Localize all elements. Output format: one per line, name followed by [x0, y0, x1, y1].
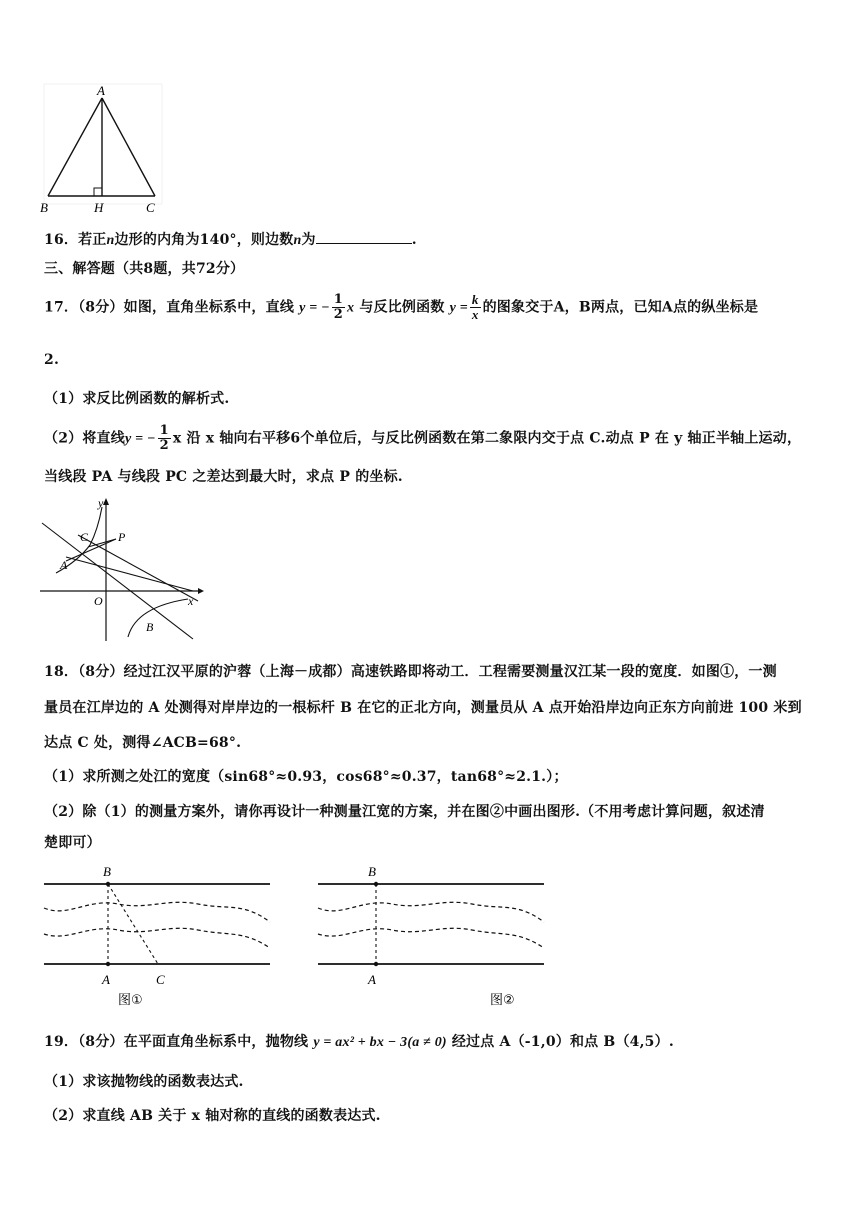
point-A-label: A [368, 972, 376, 987]
point-A-label: A [60, 558, 68, 572]
question-18-line2: 量员在江岸边的 A 处测得对岸岸边的一根标杆 B 在它的正北方向，测量员从 A 点开始沿岸边向正东方向前进 100 米到 [44, 700, 802, 716]
question-18-part2-cont: 楚即可） [44, 835, 101, 851]
point-B-label: B [146, 620, 154, 634]
question-18-part2: （2）除（1）的测量方案外，请你再设计一种测量江宽的方案，并在图②中画出图形.（不用考虑计算问题，叙述清 [44, 804, 765, 820]
origin-label: O [94, 594, 103, 608]
section-heading: 三、解答题（共8题，共72分） [44, 261, 245, 277]
point-B-label: B [368, 864, 376, 879]
point-P-label: P [118, 530, 126, 544]
question-17-cont: 2. [44, 352, 60, 368]
question-18-line3: 达点 C 处，测得∠ACB=68°. [44, 735, 242, 751]
point-A-label: A [102, 972, 110, 987]
question-18-part1: （1）求所测之处江的宽度（sin68°≈0.93，cos68°≈0.37，tan68°≈2.1.）； [44, 769, 568, 785]
point-B-label: B [103, 864, 111, 879]
question-17-part2-cont: 当线段 PA 与线段 PC 之差达到最大时，求点 P 的坐标. [44, 469, 403, 485]
question-18-line1: 18．（8分）经过江汉平原的沪蓉（上海－成都）高速铁路即将动工．工程需要测量汉江某一段的宽度．如图①，一测 [44, 664, 777, 680]
question-17-part1: （1）求反比例函数的解析式. [44, 391, 230, 407]
label-A: A [97, 83, 105, 98]
fraction: $\frac{k}{x}$ [471, 292, 479, 322]
label-C: C [146, 200, 155, 215]
axis-x-label: x [188, 594, 194, 608]
question-17: 17．（8分）如图，直角坐标系中，直线 y = − $\frac{1}{2}$ x 与反比例函数 y = $\frac{k}{x}$ 的图象交于A，B两点，已知A点的纵坐标是 [44, 292, 759, 322]
fraction: $\frac{1}{2}$ [159, 423, 169, 453]
label-H: H [94, 200, 104, 215]
point-C-label: C [80, 530, 89, 544]
question-19-part2: （2）求直线 AB 关于 x 轴对称的直线的函数表达式. [44, 1108, 381, 1124]
figure-caption: 图② [490, 993, 515, 1008]
triangle-figure [36, 80, 166, 220]
fraction: $\frac{1}{2}$ [333, 292, 344, 322]
answer-blank[interactable] [316, 231, 412, 244]
question-19-part1: （1）求该抛物线的函数表达式. [44, 1074, 244, 1090]
question-17-part2: （2）将直线y = − $\frac{1}{2}$ x 沿 x 轴向右平移6个单位后，与反比例函数在第二象限内交于点 C.动点 P 在 y 轴正半轴上运动， [44, 423, 802, 453]
axis-y-label: y [98, 496, 104, 510]
label-B: B [40, 200, 48, 215]
question-19: 19．（8分）在平面直角坐标系中，抛物线 y = ax² + bx − 3(a ≠ 0) 经过点 A（-1,0）和点 B（4,5）. [44, 1034, 674, 1050]
figure-caption: 图① [118, 993, 143, 1008]
question-16: 16．若正n边形的内角为140°，则边数n为 . [44, 232, 417, 248]
river-figure-2 [312, 862, 552, 1012]
point-C-label: C [156, 972, 165, 987]
river-figure-1 [38, 862, 278, 1012]
coordinate-figure [38, 495, 208, 645]
